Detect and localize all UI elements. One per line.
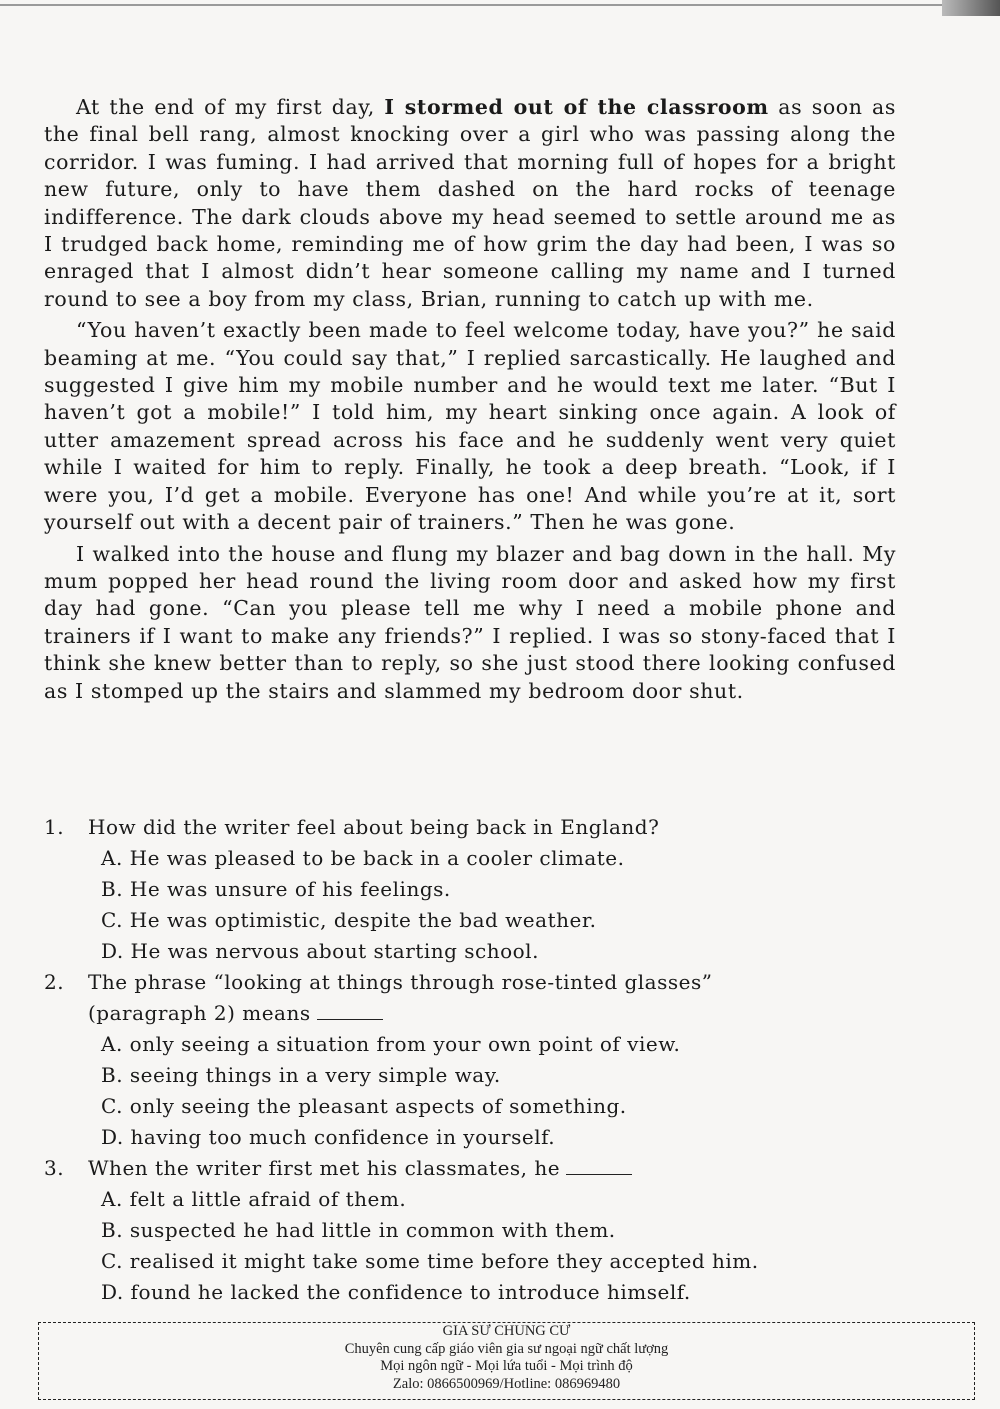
paragraph-1 — [44, 94, 896, 313]
question-number: 1. — [44, 815, 65, 839]
footer-tagline: Chuyên cung cấp giáo viên gia sư ngoại ngữ chất lượng — [344, 1340, 669, 1357]
paragraph-1-rest: as soon as the final bell rang, almost knocking over a girl who was passing along the corridor. I was fuming. I had arrived that morning full of hopes for a bright new future, only to have them dashed on the hard rocks of teenage indifference. The dark clouds above my head seemed to settle around me as I trudged back home, reminding me of how grim the day had been, I was so enraged that I almost didn’t hear someone calling my name and I turned round to see a boy from my class, Brian, running to catch up with me. — [44, 95, 896, 311]
question-3 — [44, 1153, 904, 1184]
question-number: 3. — [44, 1156, 65, 1180]
paragraph-3: I walked into the house and flung my blazer and bag down in the hall. My mum popped her head round the living room door and asked how my first day had gone. “Can you please tell me why I need a mobile phone and trainers if I want to make any friends?” I replied. I was so stony-faced that I think she knew better than to reply, so she just stood there looking confused as I stomped up the stairs and slammed my bedroom door shut. — [44, 541, 896, 703]
scan-corner-shadow — [942, 0, 1000, 16]
question-list — [44, 812, 904, 1308]
paragraph-2: “You haven’t exactly been made to feel welcome today, have you?” he said beaming at me. “You could say that,” I replied sarcastically. He laughed and suggested I give him my mobile number and he would text me later. “But I haven’t got a mobile!” I told him, my heart sinking once again. A look of utter amazement spread across his face and he suddenly went very quiet while I waited for him to reply. Finally, he took a deep breath. “Look, if I were you, I’d get a mobile. Everyone has one! And while you’re at it, sort yourself out with a decent pair of trainers.” Then he was gone. — [44, 318, 896, 535]
option-3a: A. felt a little afraid of them. — [101, 1187, 407, 1211]
option-3d: D. found he lacked the confidence to introduce himself. — [101, 1280, 691, 1304]
option-1c: C. He was optimistic, despite the bad weather. — [101, 908, 597, 932]
footer-advert-box — [38, 1322, 975, 1400]
top-border-line — [0, 4, 1000, 6]
option-2b: B. seeing things in a very simple way. — [101, 1063, 501, 1087]
option-1d: D. He was nervous about starting school. — [101, 939, 539, 963]
question-number: 2. — [44, 970, 65, 994]
question-text-continued — [88, 998, 904, 1029]
question-2 — [44, 967, 904, 1029]
option-2a: A. only seeing a situation from your own point of view. — [101, 1032, 681, 1056]
option-3c: C. realised it might take some time before they accepted him. — [101, 1249, 759, 1273]
paragraph-1-start: At the end of my first day, — [76, 95, 385, 119]
question-text-line — [88, 1153, 904, 1184]
option-2c: C. only seeing the pleasant aspects of something. — [101, 1094, 627, 1118]
footer-contact: Zalo: 0866500969/Hotline: 086969480 — [392, 1375, 621, 1392]
question-text: The phrase “looking at things through rose-tinted glasses” — [88, 970, 713, 994]
footer-title: GIA SƯ CHUNG CƯ — [442, 1323, 571, 1339]
option-1b: B. He was unsure of his feelings. — [101, 877, 451, 901]
paragraph-1-bold-phrase: I stormed out of the classroom — [384, 95, 769, 119]
option-3b: B. suspected he had little in common with them. — [101, 1218, 616, 1242]
answer-blank — [566, 1158, 632, 1175]
answer-blank — [317, 1003, 383, 1020]
question-text-line2: (paragraph 2) means — [88, 1001, 311, 1025]
question-text: When the writer first met his classmates, he — [88, 1156, 561, 1180]
footer-subtitle: Mọi ngôn ngữ - Mọi lứa tuổi - Mọi trình độ — [380, 1358, 633, 1374]
option-1a: A. He was pleased to be back in a cooler climate. — [101, 846, 625, 870]
question-1 — [44, 812, 904, 843]
reading-passage — [44, 94, 896, 709]
question-text: How did the writer feel about being back in England? — [88, 815, 660, 839]
option-2d: D. having too much confidence in yourself. — [101, 1125, 556, 1149]
